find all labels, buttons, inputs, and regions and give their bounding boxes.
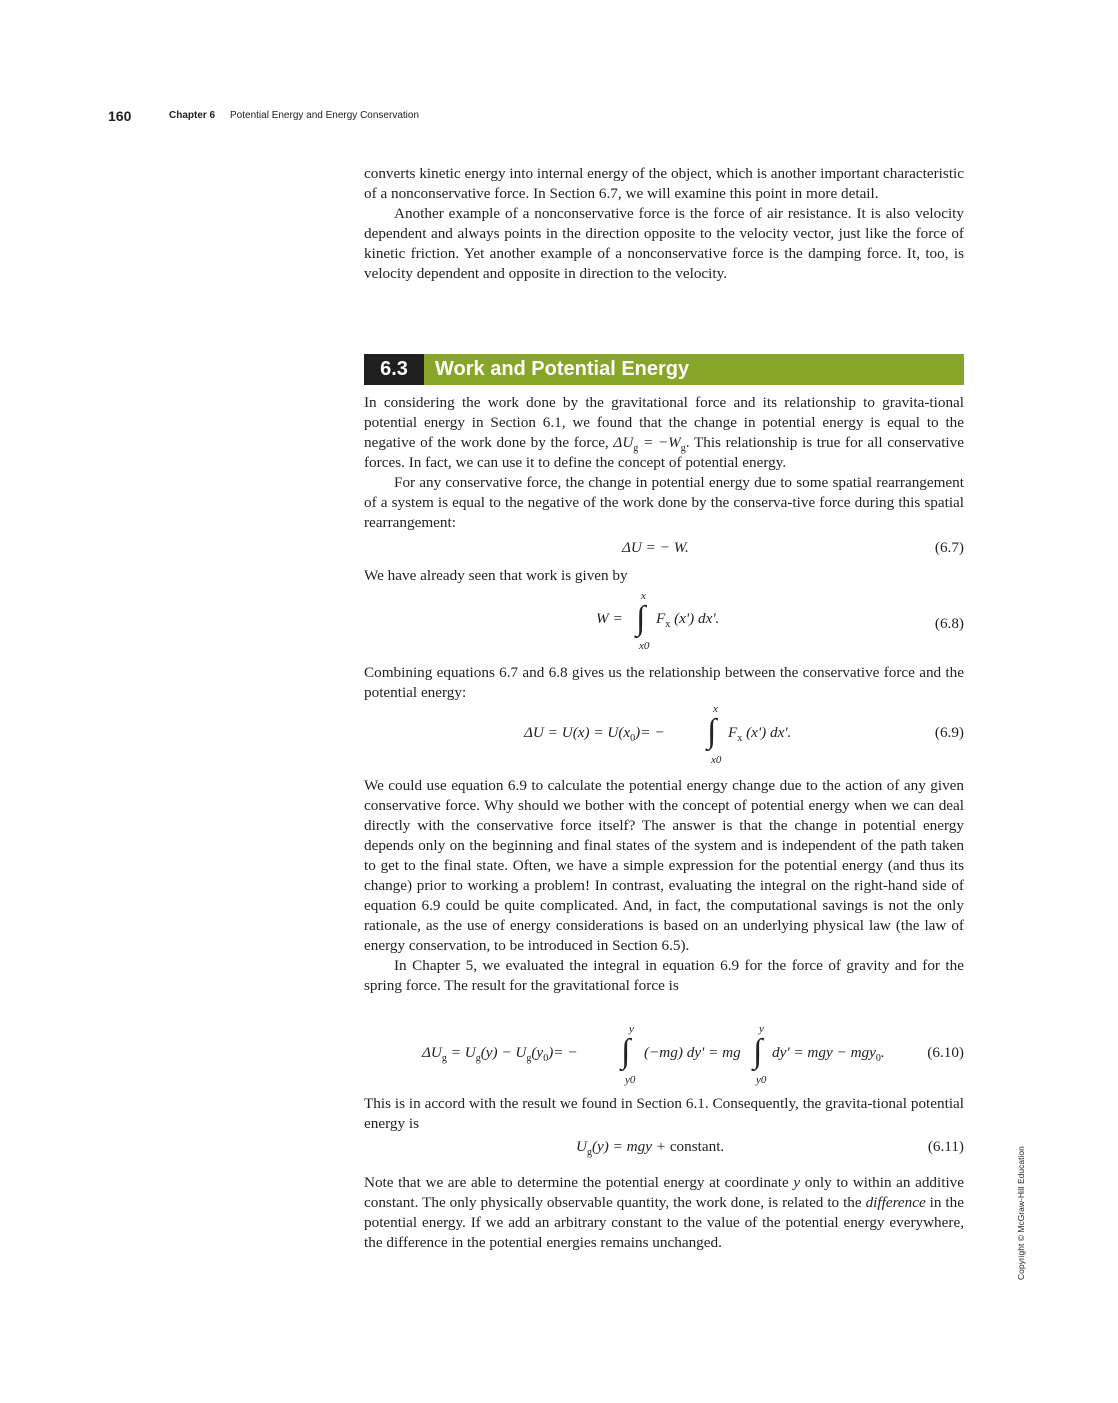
section-heading [364,354,964,385]
math-sub: 0 [630,733,636,745]
math-text: ΔU = U(x) = U(x [524,724,631,741]
equation-6-11 [364,1138,964,1160]
math-sub: g [586,1147,592,1159]
paragraph-could-use: We could use equation 6.9 to calculate the potential energy change due to the action of any given conservative force. Why should we bother with the concept of potential energy when we can deal directly with the conservative force itself? The answer is that the change in potential energy depends only on the beginning and final states of the system and is independent of the path taken to get to the final state. Often, we have a simple expression for the potential energy (and thus its change) prior to working a problem! In contrast, evaluating the integral on the right-hand side of equation 6.9 could be quite complicated. And, in fact, the computational savings is not the only rationale, as the use of energy considerations is based on an underlying physical law (the law of energy conservation, to be introduced in Section 6.5). [364,777,964,954]
math-sub: 0 [543,1053,549,1065]
integral-sign: ∫ [707,713,717,750]
math-sub: g [526,1053,532,1065]
math-text: ΔU [613,434,634,451]
math-text: dy' = mgy − mgy [772,1044,876,1061]
intro-text [364,164,964,284]
accord-text [364,1094,964,1134]
equation-expression [576,1138,725,1159]
intro-paragraph-2: Another example of a nonconservative force is the force of air resistance. It is also velocity dependent and always points in the direction opposite to the velocity vector, just like the force of kinetic friction. Yet another example of a nonconservative force is the damping force. It, too, is velocity dependent and opposite in direction to the velocity. [364,205,964,282]
math-text: (y) − U [480,1044,527,1061]
equation-lhs [524,724,665,745]
integral-sign-1: ∫ [621,1033,631,1070]
paragraph-work-given: We have already seen that work is given by [364,567,628,584]
equation-number: (6.8) [934,615,964,632]
paragraph-text: in the potential energy. If we add an arbitrary constant to the value of the potential energy everywhere, the difference in the potential energies remains unchanged. [364,1194,964,1251]
math-sub: g [441,1053,447,1065]
equation-integrand [656,610,720,631]
math-text: F [728,724,738,741]
equation-6-7 [364,539,964,561]
math-text: )= − [635,724,665,741]
integral-upper-limit: x [641,590,646,602]
equation-integrand [728,724,792,745]
paragraph-text: only to within an additive constant. The only physically observable quantity, the work done, is related to the [364,1174,965,1211]
math-text: (x') dx'. [670,610,720,627]
integral-1-lower-limit: y0 [625,1074,636,1086]
paragraph-combining: Combining equations 6.7 and 6.8 gives us the relationship between the conservative force and the potential energy: [364,664,964,701]
note-text [364,1173,964,1253]
paragraph-text: Note that we are able to determine the potential energy at coordinate [364,1174,794,1191]
integral-2-upper-limit: y [759,1023,764,1035]
discussion-text [364,776,964,996]
work-given-text [364,566,964,586]
paragraph-text: This relationship is true for all conservative forces. In fact, we can use it to define the concept of potential energy. [364,434,964,471]
equation-number: (6.10) [927,1044,964,1061]
paragraph-accord: This is in accord with the result we found in Section 6.1. Consequently, the gravita-tional potential energy is [364,1095,964,1132]
math-text: F [656,610,666,627]
math-text: (y) = mgy + [591,1138,670,1155]
inline-equation [613,434,686,455]
intro-paragraph-1: converts kinetic energy into internal energy of the object, which is another important characteristic of a nonconservative force. In Section 6.7, we will examine this point in more detail. [364,165,964,202]
math-text: . [685,434,690,451]
integral-1-upper-limit: y [629,1023,634,1035]
paragraph-text: In considering the work done by the gravitational force and its relationship to gravita-tional potential energy in Section 6.1, we found that the change in potential energy is equal to the negative of the work done by the force, [364,394,964,451]
integral-2-lower-limit: y0 [756,1074,767,1086]
combining-text [364,663,964,703]
math-sub: g [680,443,686,455]
equation-end [772,1044,885,1065]
math-text: ΔU [422,1044,442,1061]
equation-lhs [422,1044,578,1065]
section-number: 6.3 [364,354,424,385]
paragraph-conservative: For any conservative force, the change in potential energy due to some spatial rearrangement of a system is equal to the negative of the work done by the conserva-tive force during this spatial rearrangement: [364,474,964,531]
page-number: 160 [108,108,132,124]
equation-number: (6.9) [934,724,964,741]
math-text: = −W [638,434,681,451]
integral-sign: ∫ [636,600,646,637]
integral-upper-limit: x [713,703,718,715]
equation-lhs: W = [596,610,623,627]
integral-sign-2: ∫ [753,1033,763,1070]
section-title: Work and Potential Energy [435,358,690,380]
equation-number: (6.7) [934,539,964,556]
paragraph-chapter5: In Chapter 5, we evaluated the integral in equation 6.9 for the force of gravity and for the spring force. The result for the gravitational force is [364,957,964,994]
equation-middle: (−mg) dy' = mg [644,1044,741,1061]
equation-expression: ΔU = − W. [622,539,689,556]
math-variable: y [793,1174,801,1191]
math-text: . [880,1044,885,1061]
math-text: (y [531,1044,544,1061]
math-sub: x [665,619,671,631]
integral-lower-limit: x0 [639,640,650,652]
equation-6-10 [364,1024,964,1086]
math-sub: 0 [875,1053,881,1065]
chapter-title: Potential Energy and Energy Conservation [230,110,420,121]
chapter-label: Chapter 6 [169,110,216,121]
math-sub: x [737,733,743,745]
math-text: = U [446,1044,476,1061]
integral-lower-limit: x0 [711,754,722,766]
equation-6-8 [364,591,964,653]
equation-number: (6.11) [927,1138,964,1155]
math-text: constant. [669,1138,725,1155]
paragraph-work-gravity [364,393,964,473]
paragraph-note [364,1173,964,1253]
copyright-notice: Copyright © McGraw-Hill Education [1016,1146,1026,1280]
math-sub: g [475,1053,481,1065]
equation-6-9 [364,704,964,766]
math-text: (x') dx'. [742,724,792,741]
emphasis-text: difference [865,1194,926,1211]
math-sub: g [633,443,639,455]
math-text: U [576,1138,587,1155]
math-text: )= − [548,1044,578,1061]
section-intro-text [364,393,964,533]
